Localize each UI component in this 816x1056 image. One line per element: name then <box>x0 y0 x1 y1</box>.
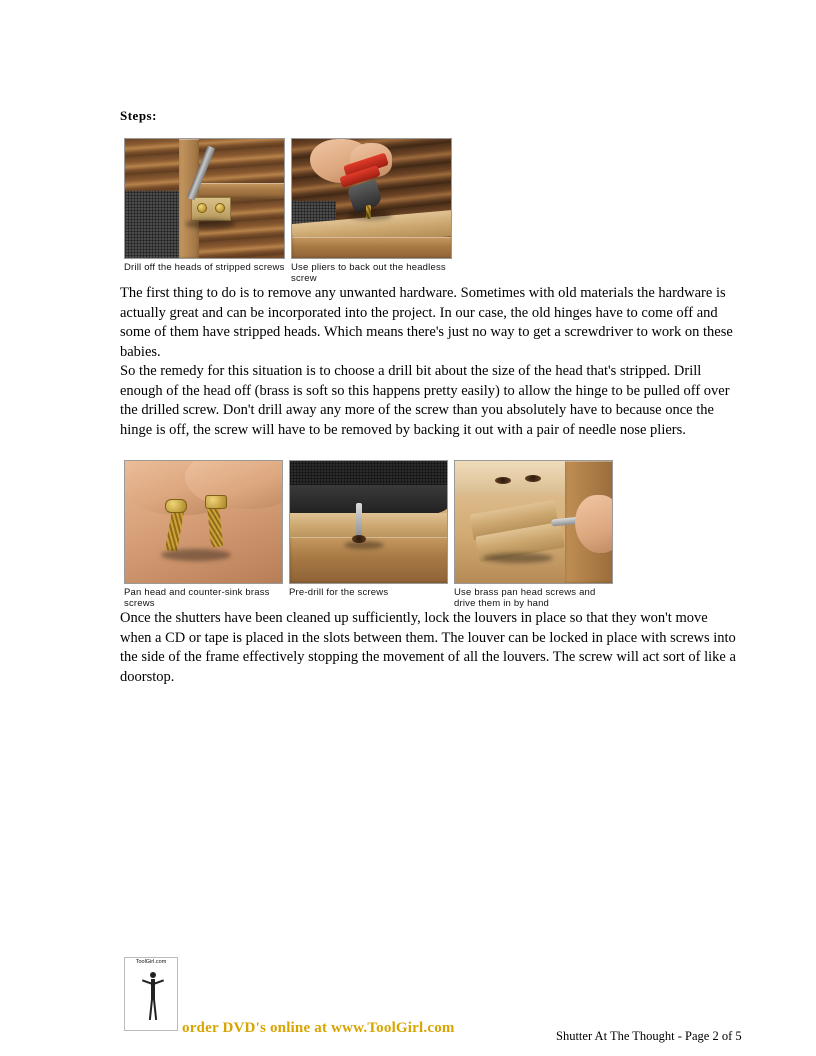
figure-drill-heads <box>124 138 285 284</box>
paragraph-2: So the remedy for this situation is to choose a drill bit about the size of the head that's stripped. Drill enough of the head off (brass is soft so this happens pretty easily) to allow the hinge to be pulled off over the drilled screw. Don't drill away any more of the screw than you absolutely have to because once the hinge is off, the screw will have to be removed by backing it out with a pair of needle nose pliers. <box>120 363 730 438</box>
figure-predrill <box>289 460 448 609</box>
toolgirl-logo <box>124 957 178 1031</box>
order-dvd-link[interactable]: order DVD's online at www.ToolGirl.com <box>182 1020 455 1036</box>
caption-predrill: Pre-drill for the screws <box>289 587 389 598</box>
paragraph-3: Once the shutters have been cleaned up sufficiently, lock the louvers in place so that they won't move when a CD or tape is placed in the slots between them. The louver can be locked in place with screws into the side of the frame effectively stopping the movement of all the louvers. The screw will act sort of like a doorstop. <box>120 610 736 685</box>
figure-drive-screws <box>454 460 613 609</box>
figure-row-2 <box>124 460 740 609</box>
drill-heads-photo <box>124 138 285 259</box>
paragraph-1: The first thing to do is to remove any unwanted hardware. Sometimes with old materials the hardware is actually great and can be incorporated into the project. In our case, the old hinges have to come off and some of them have stripped heads. Which means there's just no way to get a screwdriver to work on these babies. <box>120 285 733 360</box>
toolgirl-logo-label: ToolGirl.com <box>135 959 167 965</box>
drive-screws-photo <box>454 460 613 584</box>
page-title: Steps: <box>120 108 157 123</box>
figure-brass-screws <box>124 460 283 609</box>
pliers-photo <box>291 138 452 259</box>
caption-pliers: Use pliers to back out the headless screw <box>291 262 446 284</box>
figure-row-1 <box>124 138 740 284</box>
toolgirl-figure-icon <box>147 972 159 1024</box>
page-content <box>120 108 740 687</box>
predrill-photo <box>289 460 448 584</box>
caption-brass-screws: Pan head and counter-sink brass screws <box>124 587 270 609</box>
figure-pliers <box>291 138 452 284</box>
caption-drive-screws: Use brass pan head screws and drive them in by hand <box>454 587 596 609</box>
caption-drill-heads: Drill off the heads of stripped screws <box>124 262 285 273</box>
brass-screws-photo <box>124 460 283 584</box>
page-footer-info: Shutter At The Thought - Page 2 of 5 <box>556 1029 742 1043</box>
